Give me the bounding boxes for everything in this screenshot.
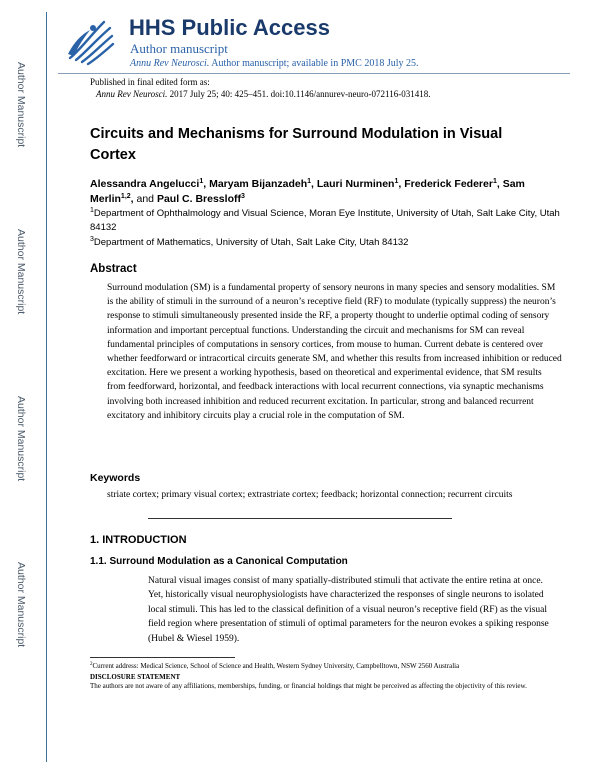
header-rule — [58, 73, 570, 74]
footnote-address — [90, 662, 560, 671]
publication-journal: Annu Rev Neurosci. — [96, 89, 168, 99]
footnote-address-text: Current address: Medical Science, School of Science and Health, Western Sydney University, Campbelltown, NSW 2560 Australia — [92, 662, 460, 670]
author-name: Sam Merlin — [90, 178, 525, 205]
article-title: Circuits and Mechanisms for Surround Modulation in Visual Cortex — [90, 126, 503, 163]
affiliation-mark: 3 — [90, 236, 94, 243]
author-affiliation-mark: 1 — [307, 178, 312, 185]
disclosure-text: The authors are not aware of any affiliations, memberships, funding, or financial holdings that might be perceived as affecting the objectivity of this review. — [90, 682, 527, 690]
header-subtitle: Author manuscript — [130, 41, 228, 56]
disclosure-heading: DISCLOSURE STATEMENT — [90, 673, 181, 681]
section-heading: 1. INTRODUCTION — [90, 534, 187, 546]
citation-availability: Author manuscript; available in PMC 2018 July 25. — [209, 58, 419, 69]
keywords-text: striate cortex; primary visual cortex; extrastriate cortex; feedback; horizontal connection; recurrent circuits — [107, 490, 513, 500]
abstract-text: Surround modulation (SM) is a fundamental property of sensory neurons in many species and sensory modalities. SM is the ability of stimuli in the surround of a neuron’s receptive field (RF) to modulate (typically suppress) the neuron’s response to stimuli simultaneously presented inside the RF, a property thought to underlie optimal coding of sensory information and important perceptual functions. Understanding the circuit and mechanisms for SM can reveal fundamental principles of computations in sensory cortices, from mouse to human. Current debate is centered over whether feedforward or intracortical circuits generate SM, and whether this results from increased inhibition or reduced excitation. Here we present a working hypothesis, based on theoretical and experimental evidence, that SM results from feedforward, horizontal, and feedback interactions with local recurrent connections, via synaptic mechanisms involving both increased inhibition and reduced recurrent excitation. In particular, strong and balanced recurrent excitatory and inhibitory circuits play a crucial role in the computation of SM. — [107, 283, 562, 421]
footnote-rule — [90, 657, 235, 658]
margin-label-author-manuscript: Author Manuscript — [15, 229, 27, 315]
affiliation — [90, 207, 560, 235]
author-affiliation-mark: 1,2 — [120, 193, 131, 200]
header-citation — [130, 58, 419, 69]
keywords-rule — [148, 518, 452, 519]
affiliation-text: Department of Mathematics, University of Utah, Salt Lake City, Utah 84132 — [93, 237, 409, 248]
author-name: Lauri Nurminen — [316, 178, 395, 190]
intro-paragraph: Natural visual images consist of many spatially-distributed stimuli that activate the entire retina at once. Yet, historically visual neurophysiologists have characterized the responses of single neurons to isolated local stimuli. This has led to the classical definition of a visual neuron’s receptive field (RF) as the visual field region where presentation of stimuli of optimal parameters for the neuron evokes a spiking response (Hubel & Wiesel 1959). — [148, 576, 549, 644]
publication-volume-doi: 2017 July 25; 40: 425–451. doi:10.1146/annurev-neuro-072116-031418. — [167, 89, 431, 99]
subsection-heading: 1.1. Surround Modulation as a Canonical Computation — [90, 556, 348, 567]
author-list: Alessandra Angelucci$^1$, Maryam Bijanzadeh$^1$, Lauri Nurminen$^1$, Frederick Federer$^1$, Sam Merlin$^{1,2}$, and Paul C. Bressloff$^3$ — [90, 178, 525, 205]
header-title: HHS Public Access — [129, 15, 330, 40]
margin-label-author-manuscript: Author Manuscript — [15, 62, 27, 148]
margin-divider — [46, 12, 47, 762]
hhs-eagle-logo-icon — [60, 14, 118, 68]
author-name: Maryam Bijanzadeh — [209, 178, 308, 190]
margin-label-author-manuscript: Author Manuscript — [15, 396, 27, 482]
abstract-heading: Abstract — [90, 263, 137, 275]
keywords-heading: Keywords — [90, 472, 141, 484]
publication-details — [96, 89, 430, 99]
author-affiliation-mark: 1 — [199, 178, 204, 185]
author-name: Frederick Federer — [404, 178, 493, 190]
author-name: Alessandra Angelucci — [90, 178, 200, 190]
author-affiliation-mark: 3 — [240, 193, 245, 200]
author-name: Paul C. Bressloff — [156, 193, 241, 205]
affiliation-mark: 1 — [90, 207, 94, 214]
author-affiliation-mark: 1 — [492, 178, 497, 185]
citation-journal: Annu Rev Neurosci. — [130, 58, 210, 69]
margin-label-author-manuscript: Author Manuscript — [15, 562, 27, 648]
published-label: Published in final edited form as: — [90, 77, 210, 87]
affiliation — [90, 236, 560, 250]
footnote-mark: 2 — [90, 662, 93, 667]
author-affiliation-mark: 1 — [394, 178, 399, 185]
affiliation-text: Department of Ophthalmology and Visual Science, Moran Eye Institute, University of Utah, Salt Lake City, Utah 84132 — [90, 208, 560, 233]
author-conjunction: and — [136, 193, 155, 205]
